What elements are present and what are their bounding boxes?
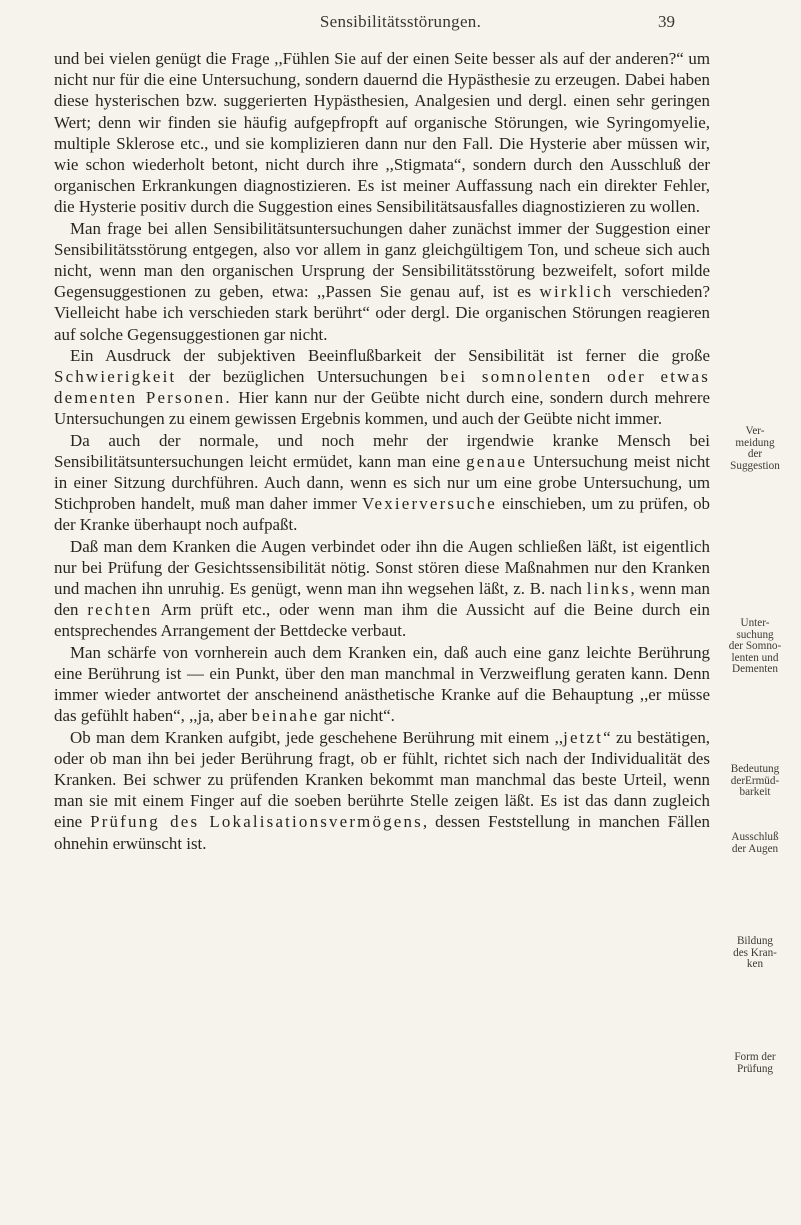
text-run: einschieben, um zu prüfen, ob der Kranke überhaupt noch aufpaßt.	[54, 494, 710, 535]
margin-note: Bildung des Kran- ken	[733, 935, 777, 970]
margin-note: Ver- meidung der Suggestion	[730, 425, 780, 472]
spaced-emphasis: Prüfung des Lokalisationsvermögens	[90, 812, 423, 832]
margin-note: Bedeutung derErmüd- barkeit	[730, 763, 780, 798]
margin-note: Ausschluß der Augen	[731, 831, 779, 855]
spaced-emphasis: beinahe	[251, 706, 320, 726]
text-run: verschieden? Vielleicht habe ich verschieden stark berührt“ oder dergl. Die organischen Störungen reagieren auf solche Gegensuggestionen gar nicht.	[54, 282, 710, 344]
text-run: , wenn man den	[54, 579, 710, 620]
spaced-emphasis: links	[586, 579, 631, 599]
text-run: Ein Ausdruck der subjektiven Beeinflußbarkeit der Sensibilität ist ferner die große	[70, 345, 710, 365]
spaced-emphasis: Vexierversuche	[361, 494, 497, 514]
spaced-emphasis: wirklich	[539, 282, 614, 302]
text-run: “ zu bestätigen, oder ob man ihn bei jeder Berührung fragt, ob er fühlt, richtet sich nach der Individualität des Kranken. Bei schwer zu prüfenden Kranken bekommt man manchmal das beste Urteil, wenn man sie mit einem Finger auf die soeben berührte Stelle zeigen läßt. Es ist das dann zugleich eine	[54, 727, 710, 832]
text-run: Untersuchung meist nicht in einer Sitzung durchführen. Auch dann, wenn es sich nur um eine grobe Untersuchung, um Stichproben handelt, muß man daher immer	[54, 451, 710, 514]
text-run: Ob man dem Kranken aufgibt, jede geschehene Berührung mit einem ,,	[70, 727, 564, 747]
paragraph	[54, 430, 710, 536]
running-head-title: Sensibilitätsstörungen.	[319, 12, 482, 31]
paragraph	[54, 642, 710, 727]
text-run: , dessen Feststellung in manchen Fällen ohnehin erwünscht ist.	[54, 812, 710, 853]
spaced-emphasis: bei somnolenten oder etwas dementen Personen.	[54, 367, 710, 408]
running-head	[0, 12, 801, 38]
margin-note: Form der Prüfung	[734, 1051, 776, 1075]
text-run: Arm prüft etc., oder wenn man ihm die Aussicht auf die Beine durch ein entsprechendes Arrangement der Bettdecke verbaut.	[54, 600, 710, 641]
text-run: Daß man dem Kranken die Augen verbindet oder ihn die Augen schließen läßt, ist eigentlich nur bei Prüfung der Gesichtssensibilität nötig. Sonst stören diese Maßnahmen nur den Kranken und machen ihn unruhig. Es genügt, wenn man ihn wegsehen läßt, z. B. nach	[54, 536, 710, 599]
text-run: Hier kann nur der Geübte nicht durch eine, sondern durch mehrere Untersuchungen zu einem gewissen Ergebnis kommen, und auch der Geübte nicht immer.	[54, 388, 710, 429]
page-number: 39	[658, 12, 675, 31]
text-run: der bezüglichen Untersuchungen	[176, 367, 441, 387]
text-run: Da auch der normale, und noch mehr der irgendwie kranke Mensch bei Sensibilitätsuntersuchungen leicht ermüdet, kann man eine	[54, 430, 710, 471]
paragraph	[54, 536, 710, 642]
text-run: gar nicht“.	[319, 706, 395, 726]
paragraph	[54, 218, 710, 345]
paragraph	[54, 727, 710, 854]
text-run: Man schärfe von vornherein auch dem Kranken ein, daß auch eine ganz leichte Berührung eine Berührung ist — ein Punkt, über den man manchmal in Verzweiflung geraten kann. Denn immer wieder antwortet der anscheinend anästhetische Kranke auf die Behauptung ,,er müsse das gefühlt haben“, ,,ja, aber	[54, 642, 710, 726]
body-text	[54, 48, 710, 854]
text-run: und bei vielen genügt die Frage ,,Fühlen Sie auf der einen Seite besser als auf der anderen?“ um nicht nur für die eine Untersuchung, sondern dauernd die Hypästhesie zu erzeugen. Dabei haben diese hysterischen bzw. suggerierten Hypästhesien, Analgesien und dergl. einen sehr geringen Wert; denn wir finden sie häufig aufgepfropft auf organische Störungen, wie Syringomyelie, multiple Sklerose etc., und sie komplizieren dann nur den Fall. Die Hysterie aber müssen wir, wie schon wiederholt betont, nicht durch ihre ,,Stigmata“, sondern durch den Ausschluß der organischen Erkrankungen diagnostizieren. Es ist meiner Auffassung nach ein direkter Fehler, die Hysterie positiv durch die Suggestion eines Sensibilitätsausfalles diagnostizieren zu wollen.	[54, 49, 710, 217]
spaced-emphasis: Schwierigkeit	[54, 367, 177, 387]
spaced-emphasis: rechten	[87, 600, 153, 620]
margin-note: Unter- suchung der Somno- lenten und Dementen	[728, 617, 782, 675]
spaced-emphasis: jetzt	[563, 727, 604, 747]
paragraph	[54, 48, 710, 218]
spaced-emphasis: genaue	[466, 451, 528, 471]
paragraph	[54, 345, 710, 430]
text-run: Man frage bei allen Sensibilitätsuntersuchungen daher zunächst immer der Suggestion einer Sensibilitätsstörung entgegen, also vor allem in ganz gleichgültigem Ton, und scheue sich auch nicht, wenn man den organischen Ursprung der Sensibilitätsstörung bezweifelt, sofort milde Gegensuggestionen zu geben, etwa: ,,Passen Sie genau auf, ist es	[54, 218, 710, 302]
